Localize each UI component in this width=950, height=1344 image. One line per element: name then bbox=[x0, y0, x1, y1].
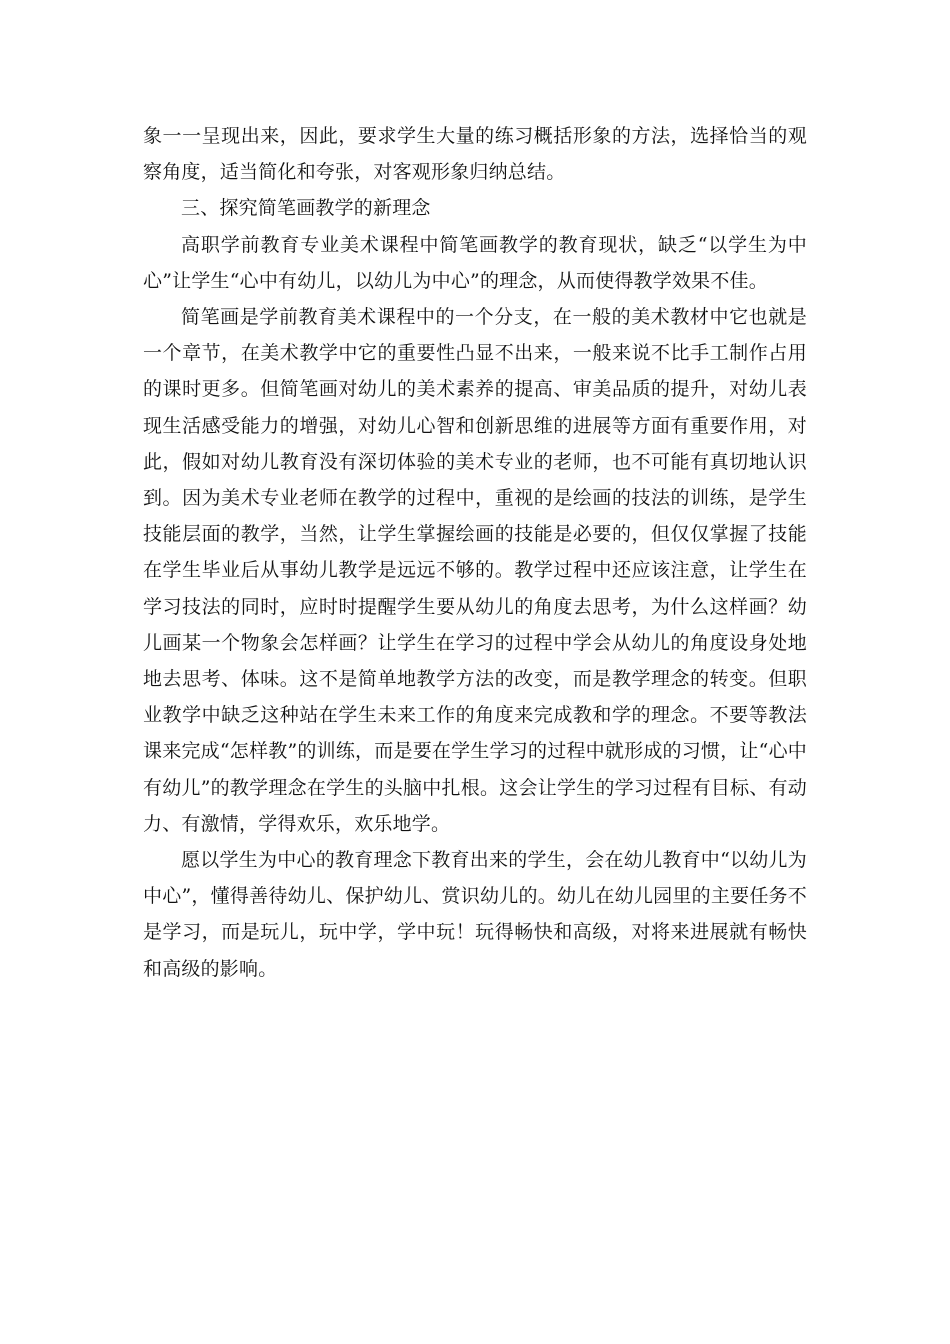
paragraph: 高职学前教育专业美术课程中简笔画教学的教育现状，缺乏“以学生为中心”让学生“心中有幼儿，以幼儿为中心”的理念，从而使得教学效果不佳。 bbox=[143, 233, 807, 292]
paragraph: 愿以学生为中心的教育理念下教育出来的学生，会在幼儿教育中“以幼儿为中心”，懂得善待幼儿、保护幼儿、赏识幼儿的。幼儿在幼儿园里的主要任务不是学习，而是玩儿，玩中学，学中玩！玩得畅快和高级，对将来进展就有畅快和高级的影响。 bbox=[143, 849, 807, 980]
paragraph: 简笔画是学前教育美术课程中的一个分支，在一般的美术教材中它也就是一个章节，在美术教学中它的重要性凸显不出来，一般来说不比手工制作占用的课时更多。但简笔画对幼儿的美术素养的提高、审美品质的提升，对幼儿表现生活感受能力的增强，对幼儿心智和创新思维的进展等方面有重要作用，对此，假如对幼儿教育没有深切体验的美术专业的老师，也不可能有真切地认识到。因为美术专业老师在教学的过程中，重视的是绘画的技法的训练，是学生技能层面的教学，当然，让学生掌握绘画的技能是必要的，但仅仅掌握了技能在学生毕业后从事幼儿教学是远远不够的。教学过程中还应该注意，让学生在学习技法的同时，应时时提醒学生要从幼儿的角度去思考，为什么这样画？幼儿画某一个物象会怎样画？让学生在学习的过程中学会从幼儿的角度设身处地地去思考、体味。这不是简单地教学方法的改变，而是教学理念的转变。但职业教学中缺乏这种站在学生未来工作的角度来完成教和学的理念。不要等教法课来完成“怎样教”的训练，而是要在学生学习的过程中就形成的习惯，让“心中有幼儿”的教学理念在学生的头脑中扎根。这会让学生的学习过程有目标、有动力、有激情，学得欢乐，欢乐地学。 bbox=[143, 306, 807, 835]
paragraph-continued: 象一一呈现出来，因此，要求学生大量的练习概括形象的方法，选择恰当的观察角度，适当简化和夸张，对客观形象归纳总结。 bbox=[143, 125, 807, 184]
section-heading: 三、探究简笔画教学的新理念 bbox=[181, 197, 431, 220]
document-body bbox=[143, 118, 807, 987]
